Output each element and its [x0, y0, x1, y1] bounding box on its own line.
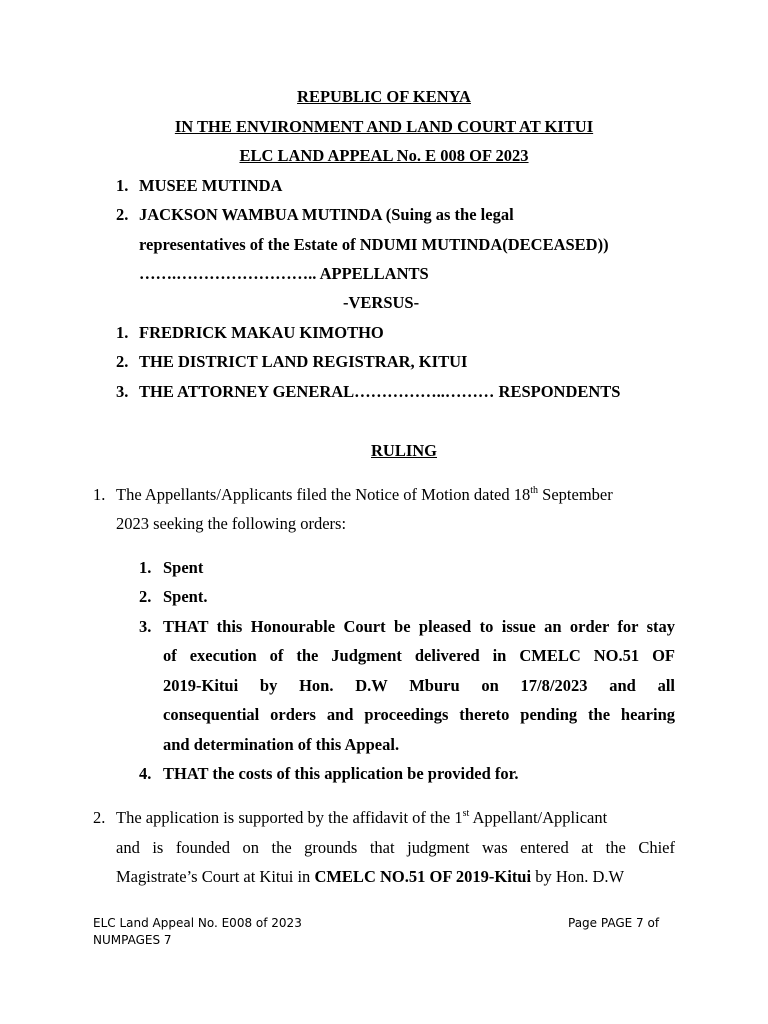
- order-3-line-4: consequential orders and proceedings thereto pending the hearing: [163, 705, 675, 724]
- footer-numpages: NUMPAGES 7: [93, 933, 172, 947]
- header-republic: REPUBLIC OF KENYA: [297, 87, 471, 106]
- respondent-2: THE DISTRICT LAND REGISTRAR, KITUI: [139, 352, 468, 371]
- paragraph-2-line-2: and is founded on the grounds that judgment was entered at the Chief: [116, 838, 675, 857]
- order-1: Spent: [163, 558, 204, 577]
- respondent-1-number: 1.: [116, 323, 129, 342]
- versus-label: -VERSUS-: [343, 293, 420, 312]
- appellant-2-line-1: JACKSON WAMBUA MUTINDA (Suing as the legal: [139, 205, 514, 224]
- footer-case-reference: ELC Land Appeal No. E008 of 2023: [93, 916, 302, 930]
- appellant-2-number: 2.: [116, 205, 129, 224]
- respondent-1: FREDRICK MAKAU KIMOTHO: [139, 323, 384, 342]
- appellant-2-line-2: representatives of the Estate of NDUMI MUTINDA(DECEASED)): [139, 235, 609, 254]
- order-4-number: 4.: [139, 764, 152, 783]
- header-court: IN THE ENVIRONMENT AND LAND COURT AT KITUI: [174, 117, 594, 136]
- paragraph-2-line-3: [116, 867, 624, 887]
- order-2-number: 2.: [139, 587, 152, 606]
- order-2: Spent.: [163, 587, 208, 606]
- appellant-1-number: 1.: [116, 176, 129, 195]
- respondent-3: THE ATTORNEY GENERAL……………..……… RESPONDENTS: [139, 382, 621, 401]
- ruling-title: RULING: [371, 441, 438, 460]
- order-4: THAT the costs of this application be provided for.: [163, 764, 519, 783]
- respondent-3-number: 3.: [116, 382, 129, 401]
- paragraph-1-line-1: [116, 485, 675, 505]
- paragraph-2-text-b: Appellant/Applicant: [469, 808, 608, 827]
- paragraph-2-superscript: st: [462, 808, 470, 819]
- appellants-role: …….…………………….. APPELLANTS: [139, 264, 429, 283]
- order-3-line-2: of execution of the Judgment delivered in CMELC NO.51 OF: [163, 646, 675, 665]
- paragraph-1-line-2: 2023 seeking the following orders:: [116, 514, 347, 533]
- order-1-number: 1.: [139, 558, 152, 577]
- order-3-line-3: 2019-Kitui by Hon. D.W Mburu on 17/8/2023 and all: [163, 676, 675, 695]
- paragraph-2-text-a: The application is supported by the affidavit of the 1: [116, 808, 463, 827]
- paragraph-2-number: 2.: [93, 808, 106, 827]
- paragraph-2-line-3-text-a: Magistrate’s Court at Kitui in: [116, 867, 315, 886]
- paragraph-1-text-a: The Appellants/Applicants filed the Notice of Motion dated 18: [116, 485, 531, 504]
- header-case-number: ELC LAND APPEAL No. E 008 OF 2023: [239, 146, 529, 165]
- paragraph-2-line-1: [116, 808, 607, 828]
- paragraph-2-line-3-text-b: by Hon. D.W: [531, 867, 625, 886]
- footer-page-number: Page PAGE 7 of: [568, 916, 660, 930]
- paragraph-1-text-b: September: [538, 485, 613, 504]
- order-3-line-1: THAT this Honourable Court be pleased to issue an order for stay: [163, 617, 675, 636]
- order-3-number: 3.: [139, 617, 152, 636]
- order-3-line-5: and determination of this Appeal.: [163, 735, 400, 754]
- paragraph-1-number: 1.: [93, 485, 106, 504]
- paragraph-2-case-ref: CMELC NO.51 OF 2019-Kitui: [314, 867, 532, 886]
- respondent-2-number: 2.: [116, 352, 129, 371]
- appellant-1: MUSEE MUTINDA: [139, 176, 283, 195]
- paragraph-1-superscript: th: [530, 485, 539, 496]
